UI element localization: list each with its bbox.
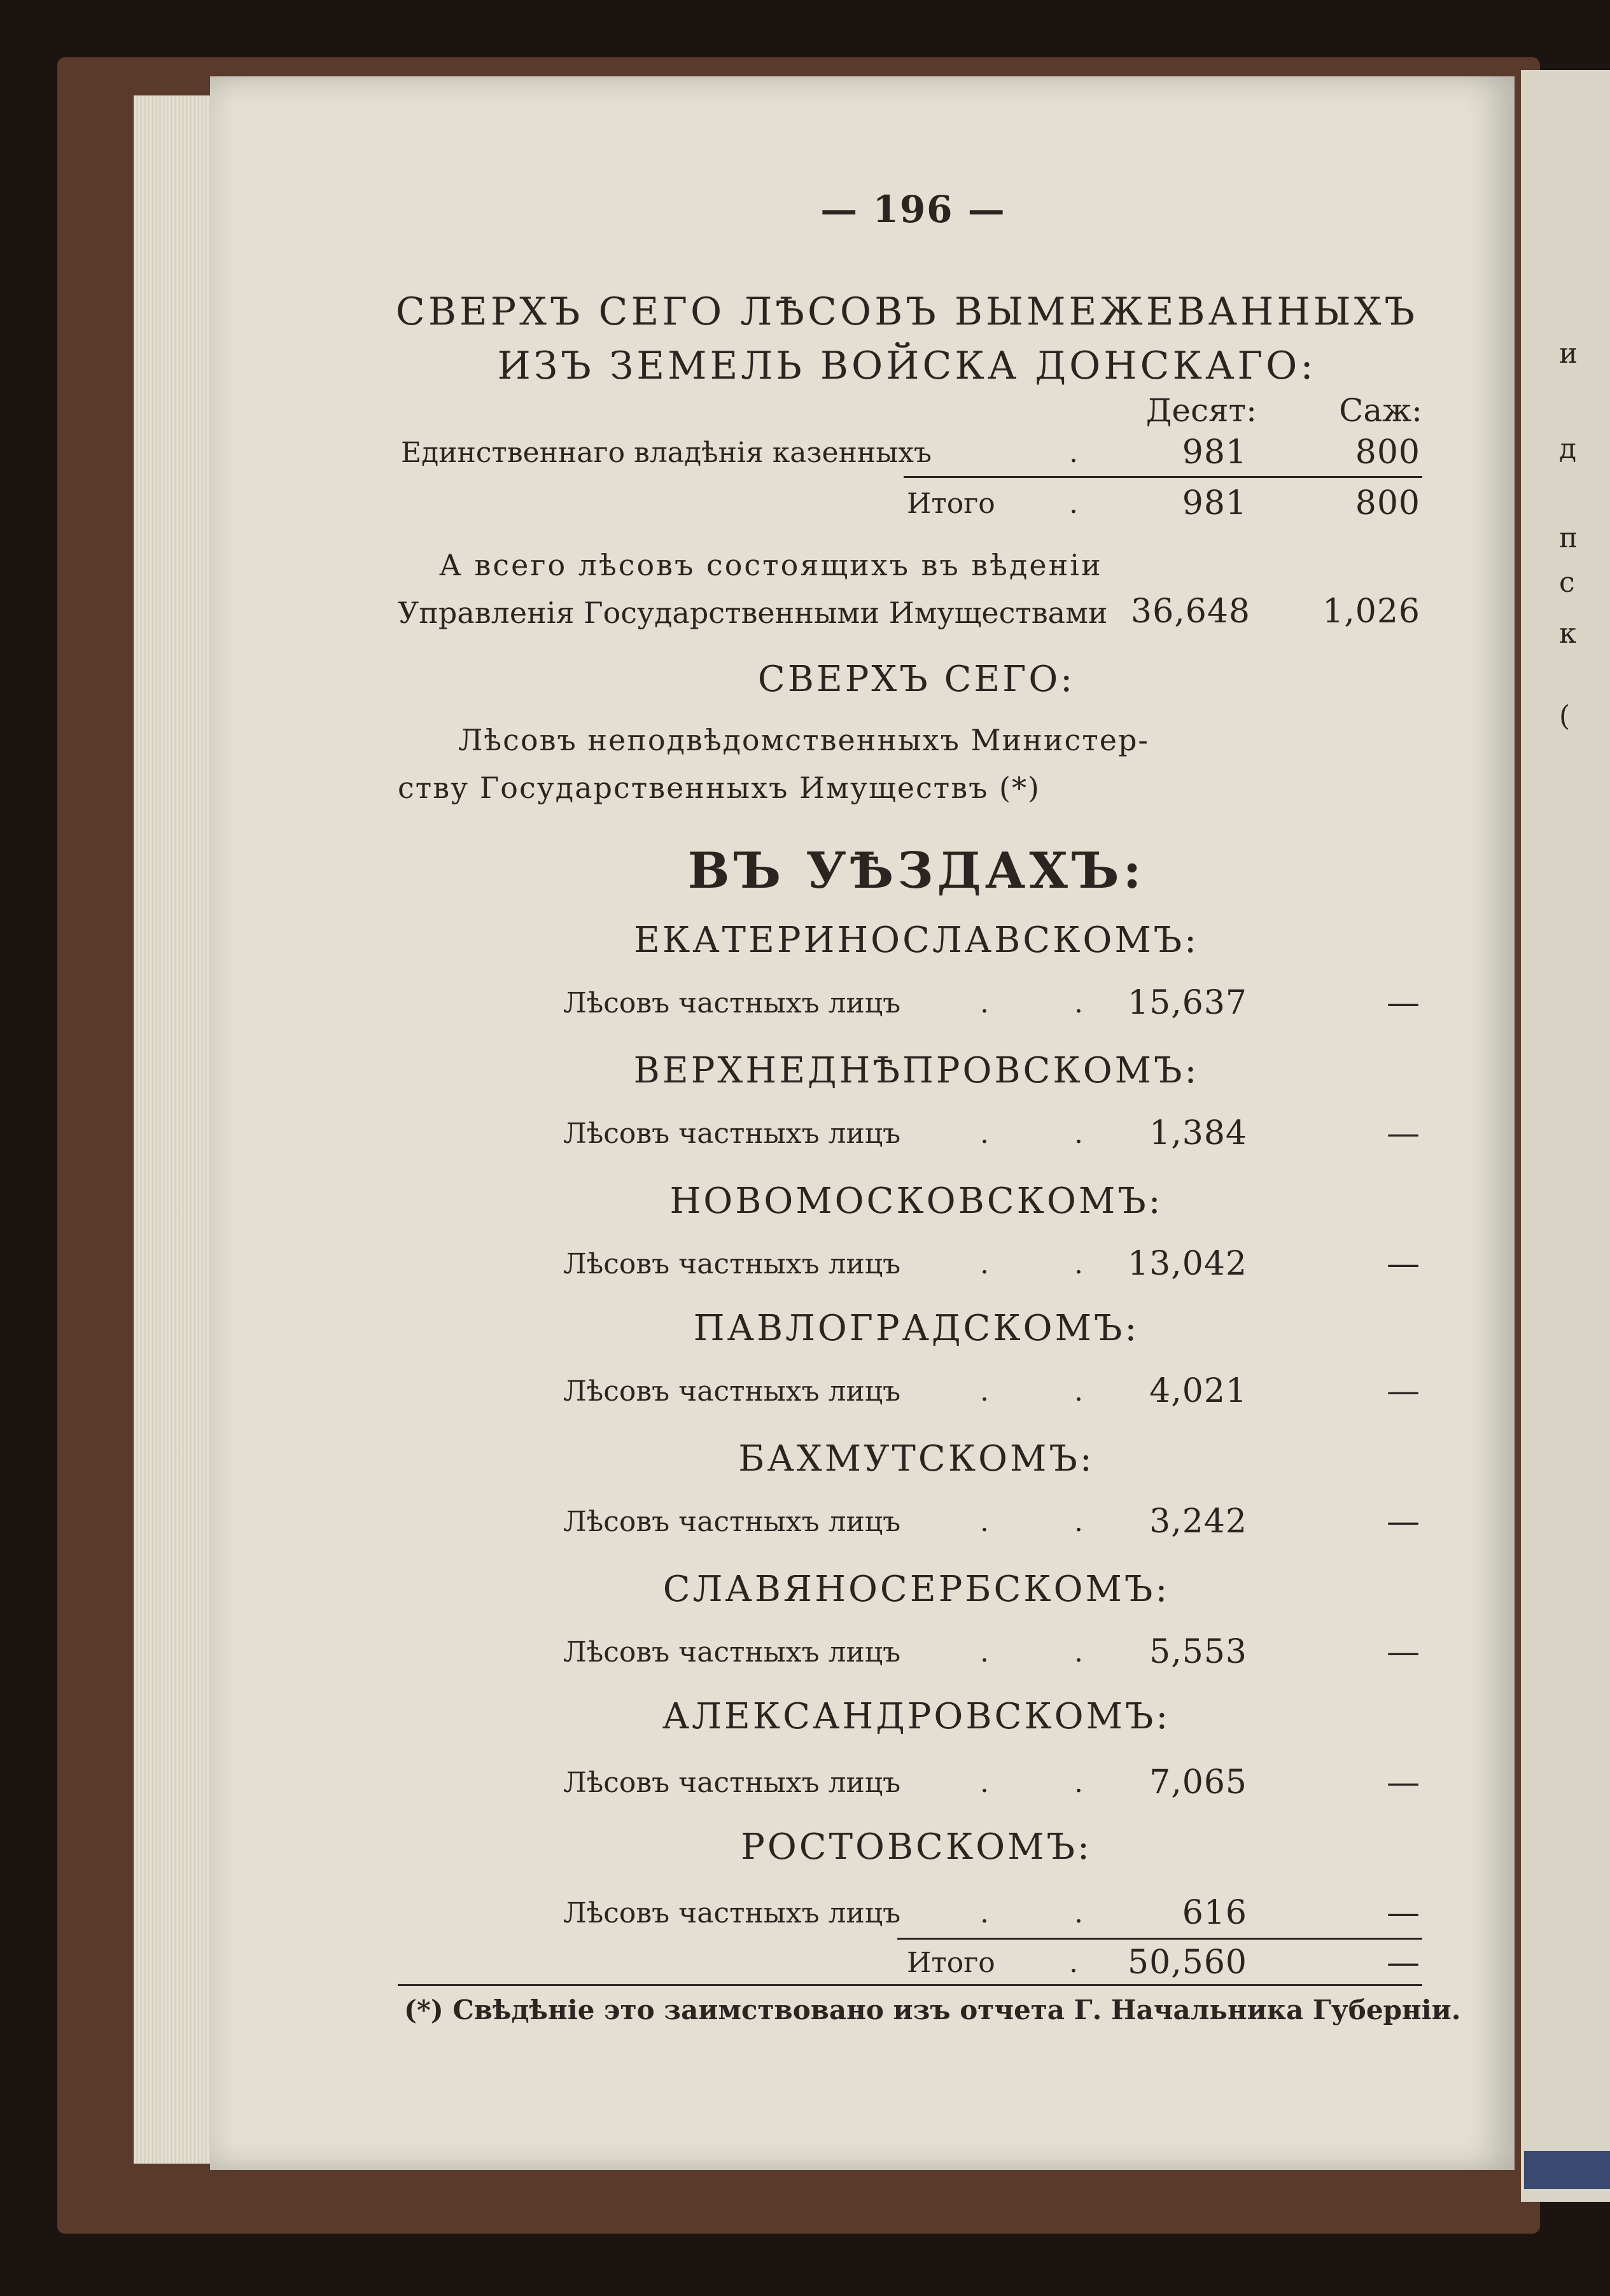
footnote-rule <box>398 1984 1422 1986</box>
district-name: АЛЕКСАНДРОВСКОМЪ: <box>662 1696 1171 1737</box>
district-name: НОВОМОСКОВСКОМЪ: <box>669 1180 1163 1222</box>
district-name: БАХМУТСКОМЪ: <box>738 1438 1095 1480</box>
total-desyat-value: 981 <box>1182 484 1247 522</box>
row-sazh-value: 800 <box>1355 433 1420 472</box>
district-sazh-value: — <box>1387 1763 1420 1802</box>
besides-line2: ству Государственныхъ Имуществъ (*) <box>398 771 1040 805</box>
district-desyat-value: 4,021 <box>1149 1372 1247 1410</box>
total-sazh-value: 800 <box>1355 484 1420 522</box>
district-name: ЕКАТЕРИНОСЛАВСКОМЪ: <box>633 920 1200 961</box>
footnote: (*) Свѣдѣніе это заимствовано изъ отчета Г. Начальника Губерніи. <box>404 1994 1461 2026</box>
next-page-fragment: к <box>1559 617 1577 650</box>
district-row-dots: . . <box>980 1248 1121 1280</box>
next-page-edge <box>1521 70 1610 2202</box>
district-name: ПАВЛОГРАДСКОМЪ: <box>693 1308 1140 1349</box>
intro-heading-line2: ИЗЪ ЗЕМЕЛЬ ВОЙСКА ДОНСКАГО: <box>497 344 1317 388</box>
district-sazh-value: — <box>1387 1372 1420 1410</box>
district-row-dots: . . <box>980 1636 1121 1669</box>
intro-heading-line1: СВЕРХЪ СЕГО ЛѢСОВЪ ВЫМЕЖЕВАННЫХЪ <box>395 290 1418 334</box>
district-row-label: Лѣсовъ частныхъ лицъ <box>563 1506 901 1538</box>
districts-total-label: Итого <box>907 1947 995 1979</box>
column-header-sazh: Саж: <box>1339 392 1422 429</box>
district-row-label: Лѣсовъ частныхъ лицъ <box>563 1767 901 1799</box>
all-forests-sazh: 1,026 <box>1322 592 1420 631</box>
next-page-fragment: д <box>1559 433 1577 465</box>
spine-stripe <box>1524 2151 1610 2189</box>
column-header-desyat: Десят: <box>1145 392 1257 429</box>
district-row-dots: . . <box>980 1767 1121 1799</box>
district-desyat-value: 13,042 <box>1128 1245 1247 1283</box>
district-desyat-value: 616 <box>1182 1894 1247 1932</box>
districts-total-dot: . <box>1069 1947 1078 1979</box>
besides-line1: Лѣсовъ неподвѣдомственныхъ Министер- <box>458 723 1149 757</box>
all-forests-desyat: 36,648 <box>1131 592 1250 631</box>
district-desyat-value: 15,637 <box>1128 984 1247 1022</box>
district-name: ВЕРХНЕДНѢПРОВСКОМЪ: <box>633 1050 1200 1091</box>
district-sazh-value: — <box>1387 1114 1420 1152</box>
next-page-fragment: с <box>1559 566 1575 599</box>
district-row-label: Лѣсовъ частныхъ лицъ <box>563 1897 901 1929</box>
districts-heading: ВЪ УѢЗДАХЪ: <box>687 842 1145 900</box>
district-row-label: Лѣсовъ частныхъ лицъ <box>563 1117 901 1150</box>
total-label: Итого <box>907 487 995 520</box>
district-row-dots: . . <box>980 1506 1121 1538</box>
district-desyat-value: 5,553 <box>1149 1633 1247 1671</box>
district-sazh-value: — <box>1387 1894 1420 1932</box>
next-page-fragment: и <box>1559 337 1578 370</box>
district-desyat-value: 7,065 <box>1149 1763 1247 1802</box>
district-name: СЛАВЯНОСЕРБСКОМЪ: <box>662 1569 1170 1610</box>
district-row-dots: . . <box>980 1375 1121 1408</box>
all-forests-line1: А всего лѣсовъ состоящихъ въ вѣденіи <box>439 548 1103 582</box>
row-label: Единственнаго владѣнія казенныхъ <box>401 437 932 469</box>
districts-total-desyat: 50,560 <box>1128 1943 1247 1982</box>
districts-total-rule <box>897 1938 1422 1940</box>
district-sazh-value: — <box>1387 984 1420 1022</box>
next-page-fragment: ( <box>1559 700 1571 732</box>
district-sazh-value: — <box>1387 1245 1420 1283</box>
district-desyat-value: 1,384 <box>1149 1114 1247 1152</box>
district-desyat-value: 3,242 <box>1149 1502 1247 1541</box>
district-row-label: Лѣсовъ частныхъ лицъ <box>563 987 901 1019</box>
district-row-dots: . . <box>980 987 1121 1019</box>
row-desyat-value: 981 <box>1182 433 1247 472</box>
next-page-fragment: п <box>1559 522 1578 554</box>
district-row-label: Лѣсовъ частныхъ лицъ <box>563 1248 901 1280</box>
district-row-dots: . . <box>980 1117 1121 1150</box>
row-dot: . <box>1069 437 1078 469</box>
district-row-label: Лѣсовъ частныхъ лицъ <box>563 1636 901 1669</box>
district-row-label: Лѣсовъ частныхъ лицъ <box>563 1375 901 1408</box>
districts-total-sazh: — <box>1387 1943 1420 1982</box>
district-name: РОСТОВСКОМЪ: <box>741 1826 1092 1868</box>
besides-heading: СВЕРХЪ СЕГО: <box>757 659 1075 700</box>
district-sazh-value: — <box>1387 1633 1420 1671</box>
district-sazh-value: — <box>1387 1502 1420 1541</box>
total-dot: . <box>1069 487 1078 520</box>
total-rule <box>904 476 1422 478</box>
all-forests-line2: Управленія Государственными Имуществами <box>398 596 1108 630</box>
district-row-dots: . . <box>980 1897 1121 1929</box>
page-number: — 196 — <box>820 188 1006 231</box>
